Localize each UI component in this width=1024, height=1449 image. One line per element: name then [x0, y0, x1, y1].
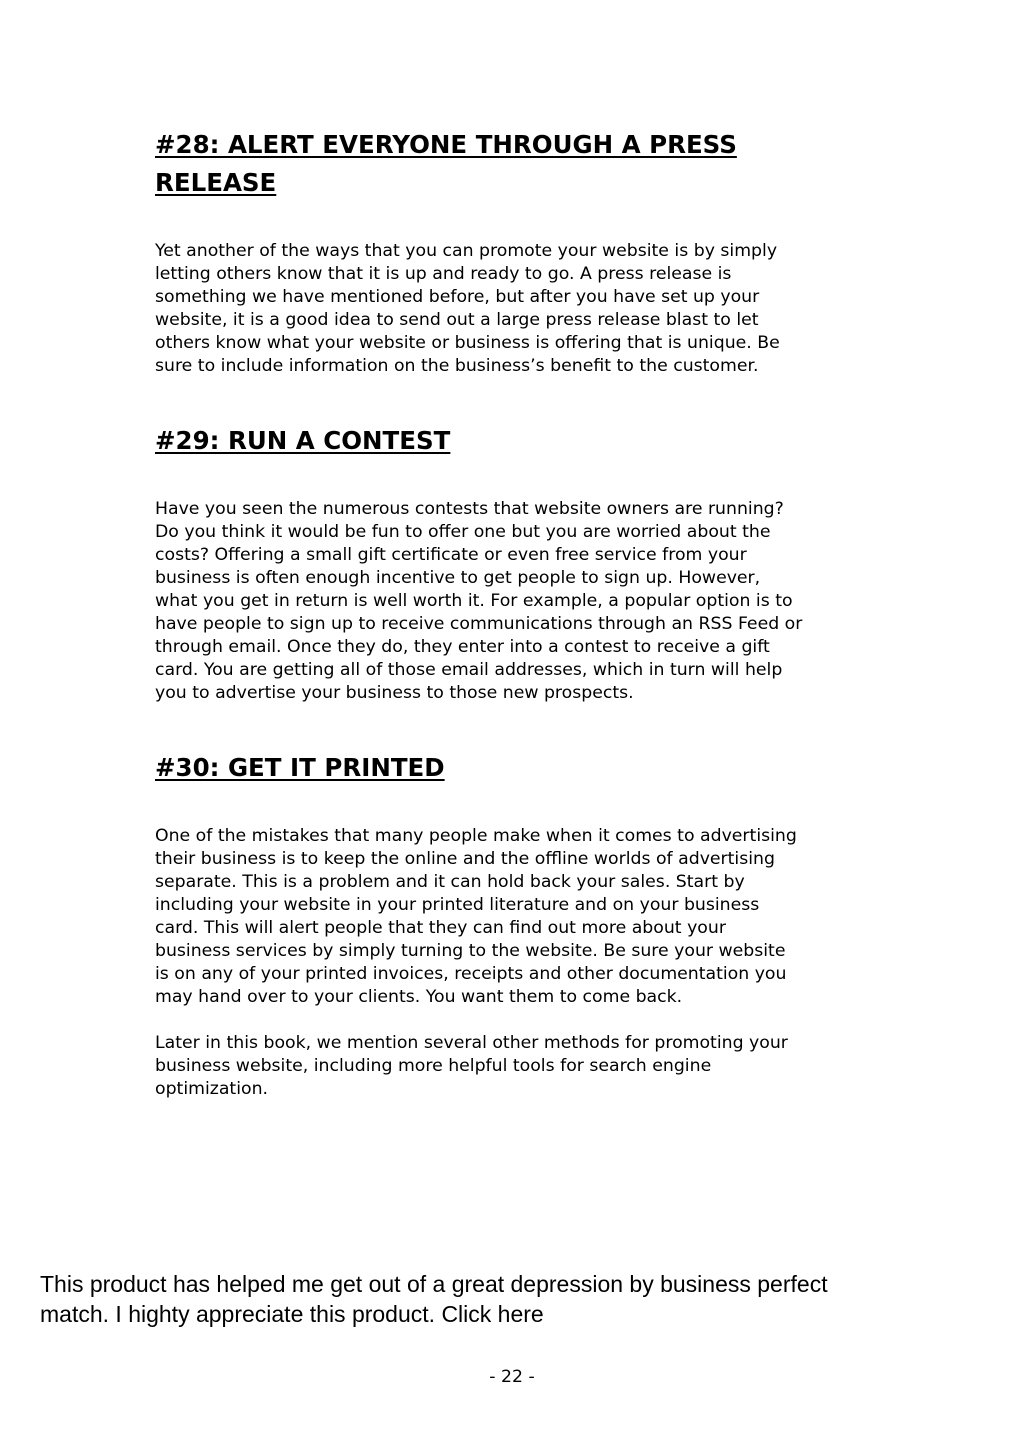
section-29-heading: #29: RUN A CONTEST	[155, 426, 451, 455]
section-30-paragraph-2: Later in this book, we mention several other methods for promoting your business website, including more helpful tools for search engine optimization.	[155, 1033, 788, 1099]
promo-text: This product has helped me get out of a great depression by business perfect match. I highty appreciate this product.	[40, 1271, 828, 1327]
page-number: - 22 -	[489, 1367, 535, 1387]
section-29-paragraph: Have you seen the numerous contests that website owners are running? Do you think it would be fun to offer one but you are worried about the costs? Offering a small gift certificate or even free service from your business is often enough incentive to get people to sign up. However, what you get in return is well worth it. For example, a popular option is to have people to sign up to receive communications through an RSS Feed or through email. Once they do, they enter into a contest to receive a gift card. You are getting all of those email addresses, which in turn will help you to advertise your business to those new prospects.	[155, 499, 803, 703]
section-30-paragraph-1: One of the mistakes that many people make when it comes to advertising their business is to keep the online and the offline worlds of advertising separate. This is a problem and it can hold back your sales. Start by including your website in your printed literature and on your business card. This will alert people that they can find out more about your business services by simply turning to the website. Be sure your website is on any of your printed invoices, receipts and other documentation you may hand over to your clients. You want them to come back.	[155, 826, 797, 1007]
document-body	[155, 126, 875, 1101]
promo-banner	[40, 1269, 940, 1329]
section-28-paragraph: Yet another of the ways that you can promote your website is by simply letting others know that it is up and ready to go. A press release is something we have mentioned before, but after you have set up your website, it is a good idea to send out a large press release blast to let others know what your website or business is offering that is unique. Be sure to include information on the business’s benefit to the customer.	[155, 241, 780, 376]
click-here-link[interactable]: Click here	[441, 1301, 544, 1327]
section-28-heading: #28: ALERT EVERYONE THROUGH A PRESS RELEASE	[155, 130, 737, 197]
section-30-heading: #30: GET IT PRINTED	[155, 753, 445, 782]
